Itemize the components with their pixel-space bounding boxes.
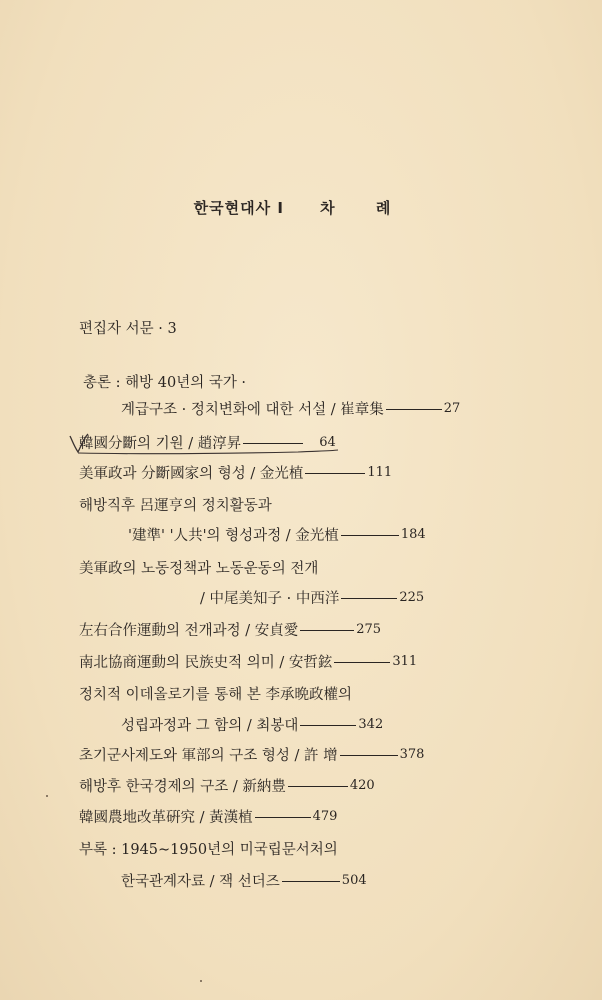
page-number: 504 — [341, 872, 367, 888]
page-number: 111 — [367, 464, 393, 480]
entry-text: 南北協商運動의 民族史적 의미 / 安哲鉉 — [79, 654, 333, 671]
leader-line — [282, 881, 340, 882]
leader-line — [255, 817, 311, 818]
toc-entry — [79, 619, 381, 639]
preface-entry — [79, 317, 177, 337]
leader-line — [341, 535, 399, 536]
toc-entry — [79, 838, 338, 858]
page-number: 342 — [358, 716, 384, 732]
entry-text: 정치적 이데올로기를 통해 본 李承晩政權의 — [79, 686, 353, 703]
leader-line — [386, 409, 442, 410]
page-number: 225 — [399, 589, 425, 605]
toc-entry — [79, 683, 352, 703]
entry-text: 美軍政과 分斷國家의 형성 / 金光植 — [79, 465, 304, 482]
page-number: 184 — [400, 526, 426, 542]
paper-speck — [200, 980, 202, 982]
leader-line — [340, 755, 398, 756]
leader-line — [300, 630, 354, 631]
page-number: 378 — [399, 746, 425, 762]
page-number: 27 — [443, 400, 461, 416]
page-number: 311 — [392, 653, 418, 669]
handwritten-underline-mark — [68, 430, 368, 460]
toc-entry — [121, 714, 383, 734]
toc-entry — [79, 557, 318, 577]
entry-text: 해방후 한국경제의 구조 / 新納豊 — [79, 778, 286, 795]
toc-heading — [0, 197, 602, 218]
book-title: 한국현대사 I — [193, 199, 284, 217]
page-number: 420 — [349, 777, 375, 793]
leader-line — [334, 662, 390, 663]
toc-entry — [79, 462, 392, 482]
entry-text: 한국관계자료 / 잭 선더즈 — [121, 873, 280, 890]
entry-text: 韓國農地改革硏究 / 黃漢植 — [79, 809, 253, 826]
page-number: 479 — [312, 808, 338, 824]
entry-text: 美軍政의 노동정책과 노동운동의 전개 — [79, 560, 319, 577]
toc-entry — [79, 806, 337, 826]
toc-entry — [79, 494, 272, 514]
entry-text: 해방직후 呂運亨의 정치활동과 — [79, 497, 272, 514]
toc-entry — [79, 775, 375, 795]
entry-text: 左右合作運動의 전개과정 / 安貞愛 — [79, 622, 299, 639]
leader-line — [300, 725, 356, 726]
leader-line — [341, 598, 397, 599]
entry-text: / 中尾美知子 · 中西洋 — [200, 590, 340, 607]
leader-line — [288, 786, 348, 787]
entry-text: 초기군사제도와 軍部의 구조 형성 / 許 增 — [79, 747, 338, 764]
entry-text: 계급구조 · 정치변화에 대한 서설 / 崔章集 — [121, 401, 384, 418]
toc-entry — [128, 524, 426, 544]
page-number: 275 — [356, 621, 382, 637]
preface-text: 편집자 서문 · 3 — [79, 320, 177, 337]
entry-text: 성립과정과 그 함의 / 최봉대 — [121, 717, 299, 734]
toc-entry — [79, 651, 417, 671]
entry-text: 韓國分斷의 기원 / 趙淳昇 — [79, 435, 242, 452]
toc-entry — [83, 371, 246, 391]
toc-entry — [200, 587, 424, 607]
entry-text: 부록 : 1945∼1950년의 미국립문서처의 — [79, 841, 338, 858]
toc-label: 차 례 — [320, 199, 409, 217]
toc-entry — [79, 744, 424, 764]
toc-entry — [121, 398, 460, 418]
leader-line — [305, 473, 365, 474]
toc-entry — [121, 870, 367, 890]
paper-speck — [46, 795, 48, 797]
entry-text: 총론 : 해방 40년의 국가 · — [83, 374, 247, 391]
page-number: 64 — [319, 434, 336, 450]
entry-text: '建準' '人共'의 형성과정 / 金光植 — [128, 527, 339, 544]
